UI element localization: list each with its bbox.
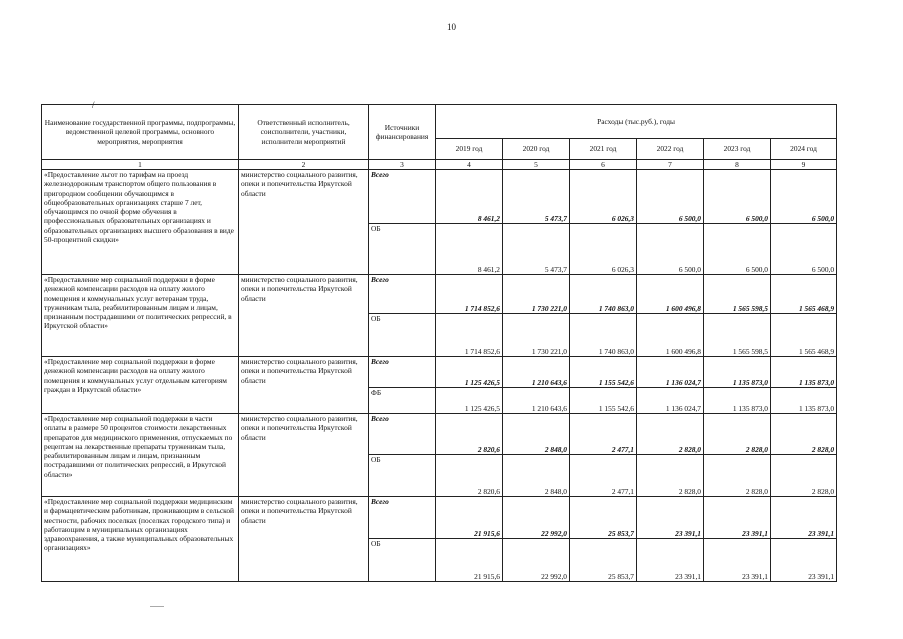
table-row bbox=[42, 275, 837, 314]
header-name: Наименование государственной программы, подпрограммы, ведомственной целевой программы, основного мероприятия, мероприятия bbox=[42, 105, 239, 160]
source-value: 25 853,7 bbox=[570, 539, 637, 582]
program-name: «Предоставление мер социальной поддержки медицинским и фармацевтическим работникам, проживающим в сельской местности, рабочих поселках (поселках городского типа) и работающим в муниципальных организациях здравоохранения, а также муниципальных образовательных организациях» bbox=[42, 497, 239, 582]
source-value: 6 500,0 bbox=[704, 224, 771, 275]
total-value: 1 714 852,6 bbox=[436, 275, 503, 314]
header-responsible: Ответственный исполнитель, соисполнители, участники, исполнители мероприятий bbox=[239, 105, 369, 160]
total-value: 5 473,7 bbox=[503, 170, 570, 224]
total-value: 2 848,0 bbox=[503, 414, 570, 455]
total-value: 2 820,6 bbox=[436, 414, 503, 455]
total-value: 23 391,1 bbox=[704, 497, 771, 539]
source-total-label: Всего bbox=[369, 414, 436, 455]
page-number: 10 bbox=[447, 22, 456, 32]
total-value: 22 992,0 bbox=[503, 497, 570, 539]
year-2020: 2020 год bbox=[503, 139, 570, 160]
year-2019: 2019 год bbox=[436, 139, 503, 160]
source-value: 5 473,7 bbox=[503, 224, 570, 275]
source-value: 2 828,0 bbox=[771, 455, 837, 497]
scan-mark: / bbox=[92, 100, 95, 110]
source-total-label: Всего bbox=[369, 357, 436, 388]
total-value: 2 828,0 bbox=[771, 414, 837, 455]
year-2024: 2024 год bbox=[771, 139, 837, 160]
total-value: 25 853,7 bbox=[570, 497, 637, 539]
scan-artifact bbox=[150, 606, 164, 607]
source-value: 1 155 542,6 bbox=[570, 388, 637, 414]
total-value: 1 565 598,5 bbox=[704, 275, 771, 314]
total-value: 1 600 496,8 bbox=[637, 275, 704, 314]
column-number: 8 bbox=[704, 160, 771, 170]
column-number: 6 bbox=[570, 160, 637, 170]
total-value: 1 125 426,5 bbox=[436, 357, 503, 388]
year-2021: 2021 год bbox=[570, 139, 637, 160]
total-value: 6 500,0 bbox=[704, 170, 771, 224]
source-label: ОБ bbox=[369, 539, 436, 582]
source-value: 1 135 873,0 bbox=[704, 388, 771, 414]
program-name: «Предоставление льгот по тарифам на проезд железнодорожным транспортом общего пользования в пригородном сообщении обучающимся в общеобразовательных организациях старше 7 лет, обучающимся по очной форме обучения в профессиональных образовательных организациях и образовательных организациях высшего образования в виде 50-процентной скидки» bbox=[42, 170, 239, 275]
source-label: ОБ bbox=[369, 224, 436, 275]
source-value: 1 136 024,7 bbox=[637, 388, 704, 414]
total-value: 1 155 542,6 bbox=[570, 357, 637, 388]
table-body bbox=[42, 170, 837, 582]
total-value: 6 500,0 bbox=[637, 170, 704, 224]
source-value: 1 740 863,0 bbox=[570, 314, 637, 357]
source-value: 2 477,1 bbox=[570, 455, 637, 497]
total-value: 1 135 873,0 bbox=[704, 357, 771, 388]
source-value: 2 828,0 bbox=[704, 455, 771, 497]
source-label: ФБ bbox=[369, 388, 436, 414]
total-value: 1 136 024,7 bbox=[637, 357, 704, 388]
table-row bbox=[42, 414, 837, 455]
program-name: «Предоставление мер социальной поддержки в части оплаты в размере 50 процентов стоимости лекарственных препаратов для медицинского применения, отпускаемых по рецептам на лекарственные препараты труженикам тыла, реабилитированным лицам и лицам, признанным пострадавшими от политических репрессий, в Иркутской области» bbox=[42, 414, 239, 497]
source-total-label: Всего bbox=[369, 497, 436, 539]
source-label: ОБ bbox=[369, 314, 436, 357]
total-value: 1 135 873,0 bbox=[771, 357, 837, 388]
source-value: 8 461,2 bbox=[436, 224, 503, 275]
source-value: 23 391,1 bbox=[637, 539, 704, 582]
total-value: 6 500,0 bbox=[771, 170, 837, 224]
total-value: 1 565 468,9 bbox=[771, 275, 837, 314]
total-value: 8 461,2 bbox=[436, 170, 503, 224]
column-number: 3 bbox=[369, 160, 436, 170]
year-2022: 2022 год bbox=[637, 139, 704, 160]
total-value: 1 740 863,0 bbox=[570, 275, 637, 314]
column-number: 9 bbox=[771, 160, 837, 170]
source-value: 2 820,6 bbox=[436, 455, 503, 497]
column-number: 5 bbox=[503, 160, 570, 170]
source-value: 2 828,0 bbox=[637, 455, 704, 497]
total-value: 2 828,0 bbox=[704, 414, 771, 455]
table-row bbox=[42, 497, 837, 539]
responsible-executor: министерство социального развития, опеки и попечительства Иркутской области bbox=[239, 170, 369, 275]
source-total-label: Всего bbox=[369, 275, 436, 314]
source-value: 1 714 852,6 bbox=[436, 314, 503, 357]
source-value: 1 730 221,0 bbox=[503, 314, 570, 357]
source-total-label: Всего bbox=[369, 170, 436, 224]
total-value: 1 210 643,6 bbox=[503, 357, 570, 388]
responsible-executor: министерство социального развития, опеки и попечительства Иркутской области bbox=[239, 497, 369, 582]
column-numbers-row bbox=[42, 160, 837, 170]
source-value: 1 565 468,9 bbox=[771, 314, 837, 357]
total-value: 21 915,6 bbox=[436, 497, 503, 539]
program-name: «Предоставление мер социальной поддержки в форме денежной компенсации расходов на оплату жилого помещения и коммунальных услуг отдельным категориям граждан в Иркутской области» bbox=[42, 357, 239, 414]
source-value: 1 210 643,6 bbox=[503, 388, 570, 414]
source-value: 1 125 426,5 bbox=[436, 388, 503, 414]
total-value: 2 477,1 bbox=[570, 414, 637, 455]
source-value: 6 500,0 bbox=[771, 224, 837, 275]
source-value: 23 391,1 bbox=[771, 539, 837, 582]
source-label: ОБ bbox=[369, 455, 436, 497]
column-number: 2 bbox=[239, 160, 369, 170]
source-value: 23 391,1 bbox=[704, 539, 771, 582]
total-value: 6 026,3 bbox=[570, 170, 637, 224]
source-value: 2 848,0 bbox=[503, 455, 570, 497]
source-value: 1 600 496,8 bbox=[637, 314, 704, 357]
column-number: 4 bbox=[436, 160, 503, 170]
total-value: 2 828,0 bbox=[637, 414, 704, 455]
column-number: 1 bbox=[42, 160, 239, 170]
responsible-executor: министерство социального развития, опеки и попечительства Иркутской области bbox=[239, 357, 369, 414]
source-value: 1 565 598,5 bbox=[704, 314, 771, 357]
header-row bbox=[42, 105, 837, 139]
responsible-executor: министерство социального развития, опеки и попечительства Иркутской области bbox=[239, 275, 369, 357]
total-value: 23 391,1 bbox=[771, 497, 837, 539]
header-expenses: Расходы (тыс.руб.), годы bbox=[436, 105, 837, 139]
budget-table bbox=[41, 104, 837, 582]
column-number: 7 bbox=[637, 160, 704, 170]
source-value: 21 915,6 bbox=[436, 539, 503, 582]
source-value: 22 992,0 bbox=[503, 539, 570, 582]
program-name: «Предоставление мер социальной поддержки в форме денежной компенсации расходов на оплату жилого помещения и коммунальных услуг ветеранам труда, труженикам тыла, реабилитированным лицам и лицам, признанным пострадавшими от политических репрессий, в Иркутской области» bbox=[42, 275, 239, 357]
responsible-executor: министерство социального развития, опеки и попечительства Иркутской области bbox=[239, 414, 369, 497]
table-row bbox=[42, 357, 837, 388]
header-sources: Источники финансирования bbox=[369, 105, 436, 160]
source-value: 1 135 873,0 bbox=[771, 388, 837, 414]
table-row bbox=[42, 170, 837, 224]
year-2023: 2023 год bbox=[704, 139, 771, 160]
source-value: 6 026,3 bbox=[570, 224, 637, 275]
source-value: 6 500,0 bbox=[637, 224, 704, 275]
total-value: 23 391,1 bbox=[637, 497, 704, 539]
total-value: 1 730 221,0 bbox=[503, 275, 570, 314]
